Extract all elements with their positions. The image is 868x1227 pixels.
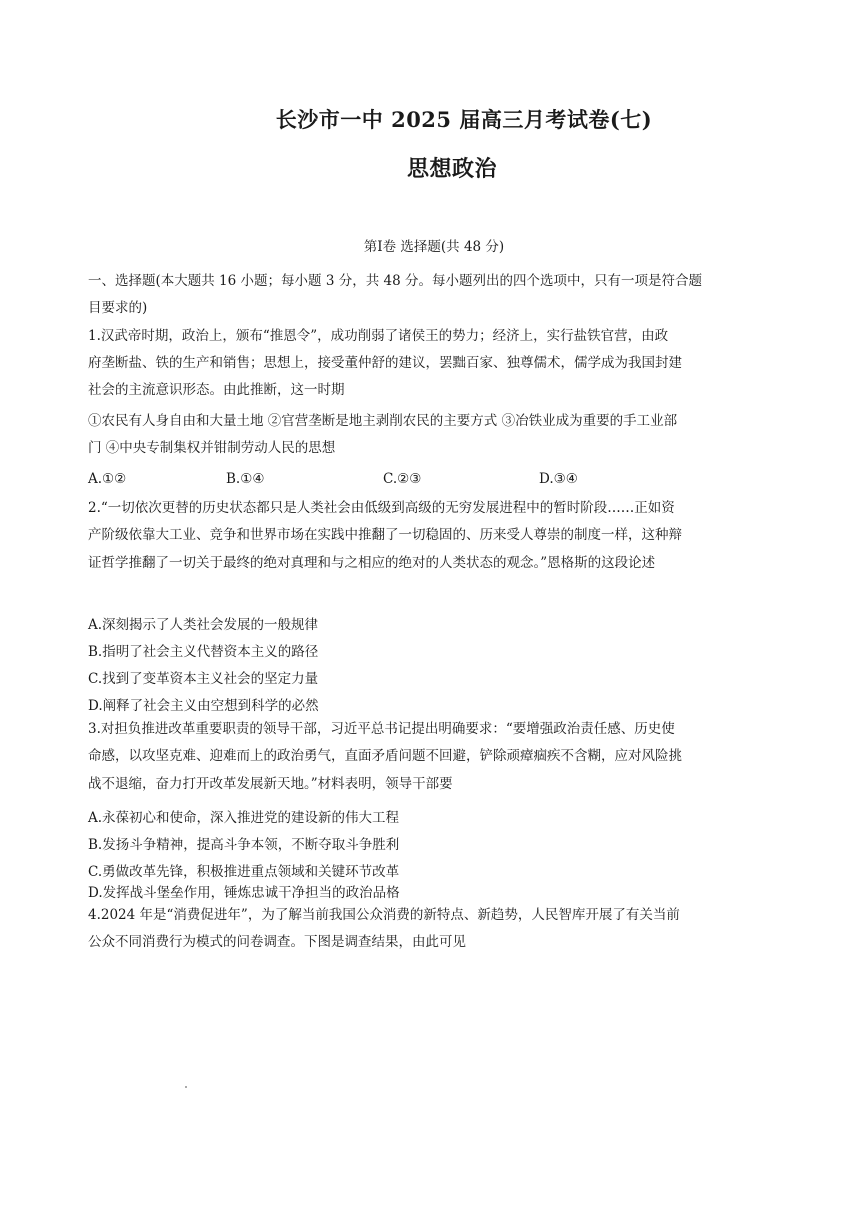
q3-option-c: C.勇做改革先锋，积极推进重点领域和关键环节改革 [88, 864, 400, 880]
instructions-line: 一、选择题(本大题共 16 小题；每小题 3 分，共 48 分。每小题列出的四个选项中，只有一项是符合题 [88, 273, 702, 289]
q2-stem-line: 2.“一切依次更替的历史状态都只是人类社会由低级到高级的无穷发展进程中的暂时阶段……正如资 [88, 500, 675, 516]
q2-option-d: D.阐释了社会主义由空想到科学的必然 [88, 698, 319, 714]
q1-option-b: B.①④ [226, 471, 265, 487]
section-heading: 第Ⅰ卷 选择题(共 48 分) [363, 239, 505, 255]
q2-stem-line: 证哲学推翻了一切关于最终的绝对真理和与之相应的绝对的人类状态的观念。”恩格斯的这段论述 [88, 555, 656, 571]
q3-option-a: A.永葆初心和使命，深入推进党的建设新的伟大工程 [88, 810, 400, 826]
q1-stem-line: 1.汉武帝时期，政治上，颁布“推恩令”，成功削弱了诸侯王的势力；经济上，实行盐铁官营，由政 [88, 328, 669, 344]
q4-stem-line: 4.2024 年是“消费促进年”，为了解当前我国公众消费的新特点、新趋势，人民智库开展了有关当前 [88, 907, 680, 923]
q3-stem-line: 战不退缩，奋力打开改革发展新天地。”材料表明，领导干部要 [88, 776, 453, 792]
q2-option-b: B.指明了社会主义代替资本主义的路径 [88, 644, 319, 660]
q2-option-c: C.找到了变革资本主义社会的坚定力量 [88, 671, 319, 687]
q4-stem-line: 公众不同消费行为模式的问卷调查。下图是调查结果，由此可见 [88, 934, 466, 950]
q3-option-d: D.发挥战斗堡垒作用，锤炼忠诚干净担当的政治品格 [88, 885, 400, 901]
q1-option-d: D.③④ [539, 471, 578, 487]
instructions-line: 目要求的) [88, 300, 148, 316]
scan-speck [185, 1086, 187, 1088]
q1-stem-line: ①农民有人身自由和大量土地 ②官营垄断是地主剥削农民的主要方式 ③冶铁业成为重要的手工业部 [88, 413, 678, 429]
q3-stem-line: 3.对担负推进改革重要职责的领导干部，习近平总书记提出明确要求：“要增强政治责任感、历史使 [88, 721, 675, 737]
exam-title: 长沙市一中 2025 届高三月考试卷(七) [275, 107, 653, 132]
q1-stem-line: 门 ④中央专制集权并钳制劳动人民的思想 [88, 440, 336, 456]
q1-stem-line: 社会的主流意识形态。由此推断，这一时期 [88, 382, 345, 398]
q1-stem-line: 府垄断盐、铁的生产和销售；思想上，接受董仲舒的建议，罢黜百家、独尊儒术，儒学成为我国封建 [88, 355, 682, 371]
q1-option-c: C.②③ [383, 471, 422, 487]
q3-stem-line: 命感，以攻坚克难、迎难而上的政治勇气，直面矛盾问题不回避，铲除顽瘴痼疾不含糊，应对风险挑 [88, 748, 682, 764]
subject-title: 思想政治 [406, 156, 497, 182]
q3-option-b: B.发扬斗争精神，提高斗争本领，不断夺取斗争胜利 [88, 837, 400, 853]
q2-option-a: A.深刻揭示了人类社会发展的一般规律 [88, 617, 319, 633]
q2-stem-line: 产阶级依靠大工业、竞争和世界市场在实践中推翻了一切稳固的、历来受人尊崇的制度一样，这种辩 [88, 527, 682, 543]
q1-option-a: A.①② [88, 471, 127, 487]
